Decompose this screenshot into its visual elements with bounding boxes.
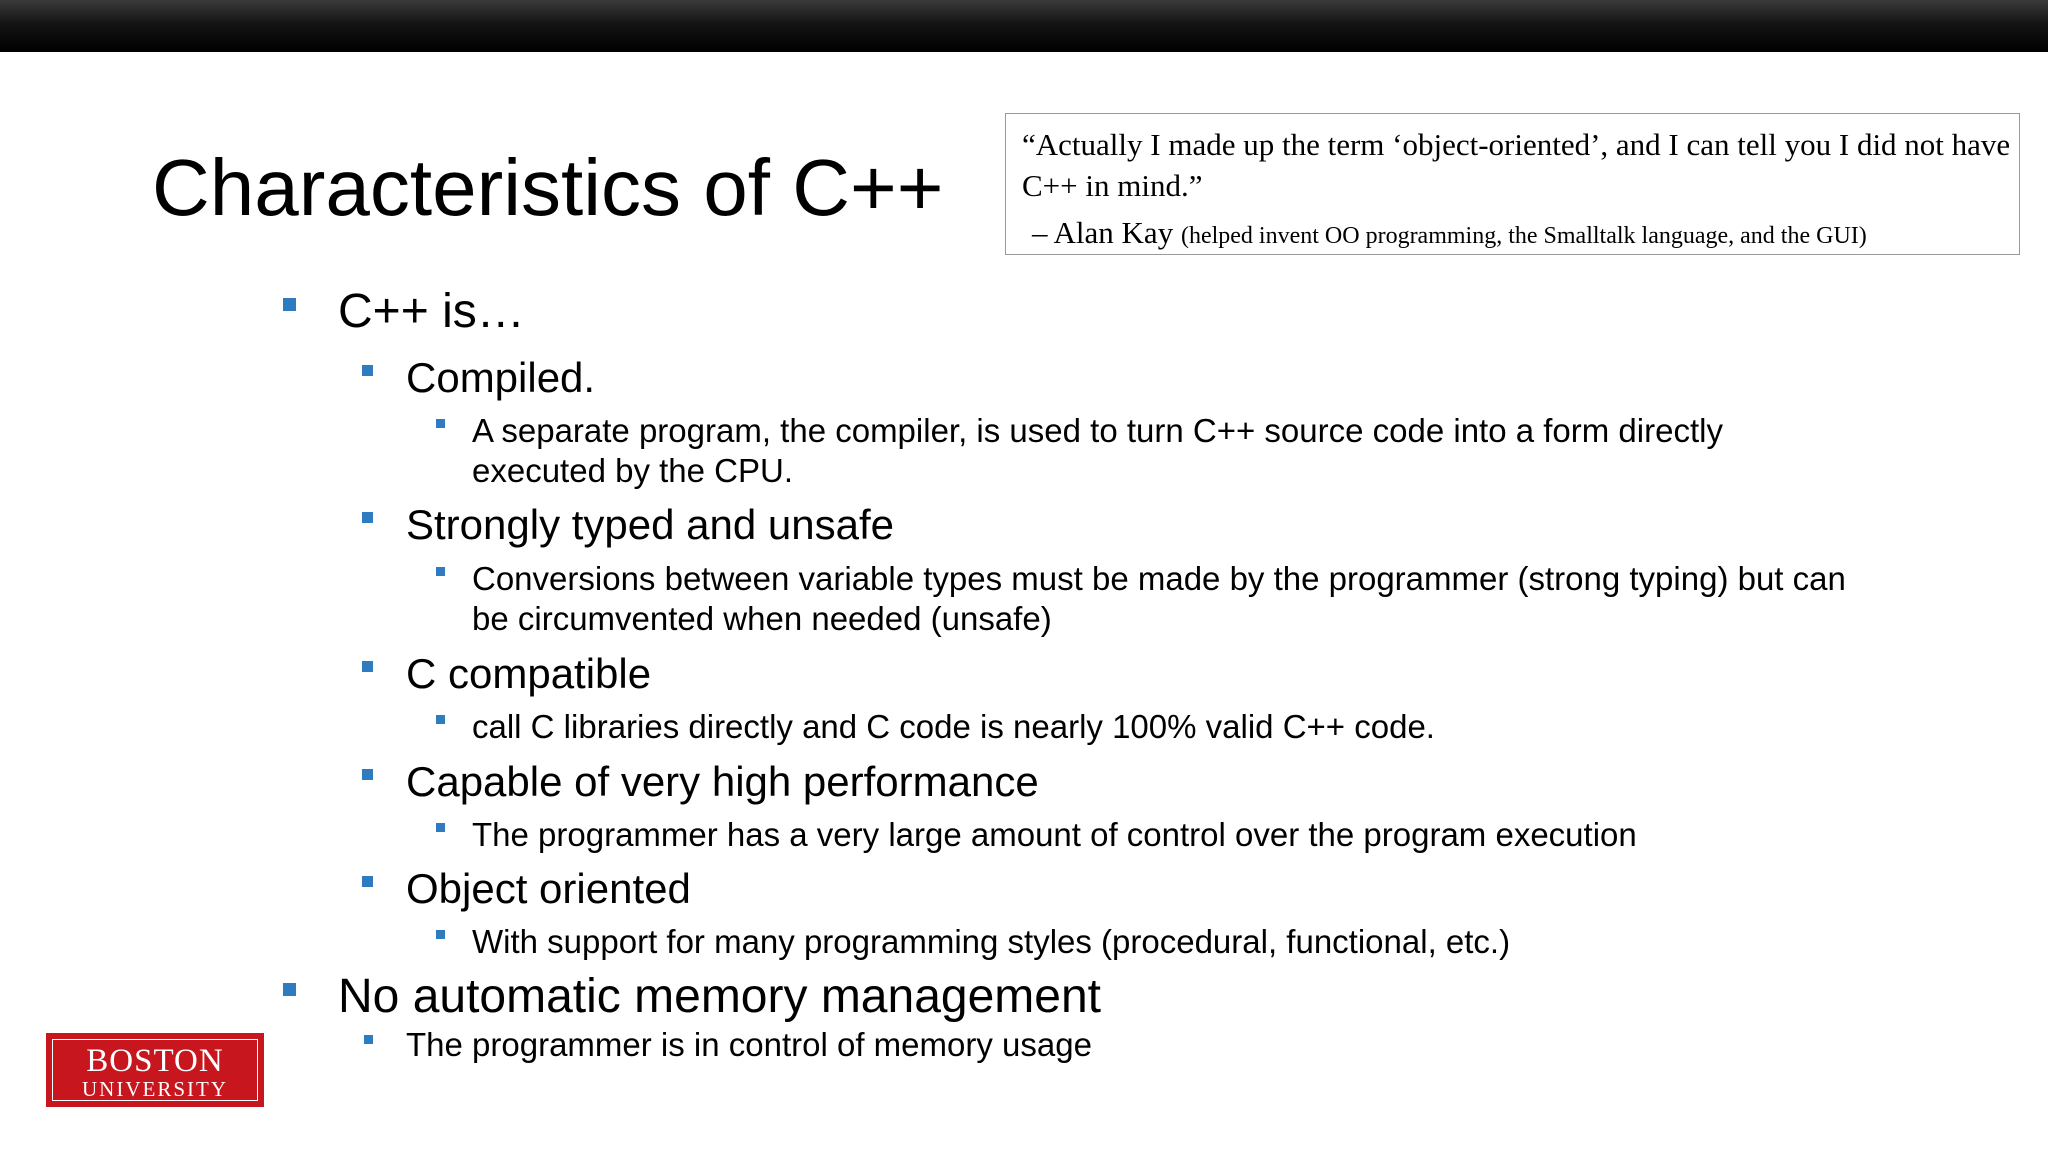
bullet-text: Object oriented bbox=[406, 865, 691, 912]
bullet-text: The programmer is in control of memory usage bbox=[406, 1026, 1092, 1063]
bullet-level2 bbox=[406, 649, 651, 699]
bullet-text: Compiled. bbox=[406, 354, 596, 401]
bullet-level3 bbox=[472, 410, 1723, 451]
bullet-text: executed by the CPU. bbox=[472, 452, 794, 489]
bullet-level3-continuation bbox=[472, 450, 793, 491]
bullet-marker bbox=[362, 769, 373, 780]
bullet-level2 bbox=[406, 1024, 1092, 1065]
quote-author: – Alan Kay bbox=[1032, 215, 1174, 250]
bullet-text: be circumvented when needed (unsafe) bbox=[472, 600, 1052, 637]
logo-text-boston: BOSTON bbox=[86, 1043, 224, 1079]
bullet-marker bbox=[436, 930, 445, 939]
bullet-text: call C libraries directly and C code is nearly 100% valid C++ code. bbox=[472, 708, 1435, 745]
bullet-marker bbox=[283, 983, 296, 996]
boston-university-logo bbox=[46, 1033, 264, 1107]
bullet-level3 bbox=[472, 706, 1435, 747]
bullet-text: C compatible bbox=[406, 650, 652, 697]
bullet-marker bbox=[362, 876, 373, 887]
bullet-text: Strongly typed and unsafe bbox=[406, 501, 895, 548]
quote-text: “Actually I made up the term ‘object-oriented’, and I can tell you I did not have C++ in mind.” bbox=[1022, 127, 2011, 203]
bullet-text: The programmer has a very large amount of control over the program execution bbox=[472, 816, 1637, 853]
bullet-text: Conversions between variable types must be made by the programmer (strong typing) but can bbox=[472, 560, 1846, 597]
bullet-text: No automatic memory management bbox=[338, 970, 1101, 1023]
bullet-level1 bbox=[338, 284, 525, 340]
bullet-marker bbox=[436, 567, 445, 576]
bullet-level2 bbox=[406, 864, 691, 914]
bullet-marker bbox=[362, 365, 373, 376]
bullet-text: With support for many programming styles (procedural, functional, etc.) bbox=[472, 923, 1511, 960]
bullet-text: A separate program, the compiler, is used to turn C++ source code into a form directly bbox=[472, 412, 1723, 449]
bullet-marker bbox=[436, 715, 445, 724]
bullet-marker bbox=[436, 823, 445, 832]
slide-title: Characteristics of C++ bbox=[152, 143, 944, 232]
bullet-level2 bbox=[406, 500, 894, 550]
quote-author-note: (helped invent OO programming, the Smalltalk language, and the GUI) bbox=[1180, 223, 1867, 249]
bullet-marker bbox=[364, 1035, 373, 1044]
bullet-level2 bbox=[406, 353, 595, 403]
bullet-level3-continuation bbox=[472, 598, 1052, 639]
bullet-level3 bbox=[472, 921, 1510, 962]
bullet-text: Capable of very high performance bbox=[406, 758, 1039, 805]
bullet-level1 bbox=[338, 969, 1101, 1025]
bullet-marker bbox=[436, 419, 445, 428]
bullet-level2 bbox=[406, 757, 1039, 807]
bullet-text: C++ is… bbox=[338, 285, 525, 338]
logo-frame bbox=[52, 1039, 258, 1101]
bullet-marker bbox=[283, 298, 296, 311]
bullet-marker bbox=[362, 661, 373, 672]
bullet-level3 bbox=[472, 814, 1637, 855]
bullet-level3 bbox=[472, 558, 1846, 599]
bullet-marker bbox=[362, 512, 373, 523]
logo-text-university: UNIVERSITY bbox=[82, 1077, 228, 1101]
